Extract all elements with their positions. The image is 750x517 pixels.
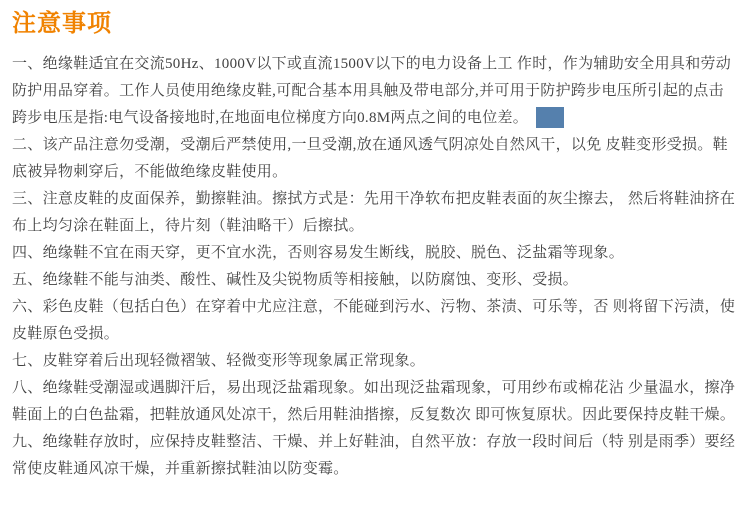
page-title: 注意事项 [12,10,112,37]
notice-item-1 [12,51,738,132]
notice-item-2: 二、该产品注意勿受潮，受潮后严禁使用,一旦受潮,放在通风透气阴凉处自然风干，以免 皮鞋变形受损。鞋底被异物刺穿后，不能做绝缘皮鞋使用。 [12,136,728,180]
notice-list [12,51,738,483]
notice-item-3: 三、注意皮鞋的皮面保养，勤擦鞋油。擦拭方式是：先用干净软布把皮鞋表面的灰尘擦去， 然后将鞋油挤在布上均匀涂在鞋面上，待片刻（鞋油略干）后擦拭。 [12,190,736,234]
notice-item-4: 四、绝缘鞋不宜在雨天穿，更不宜水洗，否则容易发生断线，脱胶、脱色、泛盐霜等现象。 [12,244,625,261]
notice-item-8: 八、绝缘鞋受潮湿或遇脚汗后，易出现泛盐霜现象。如出现泛盐霜现象，可用纱布或棉花沾 少量温水，擦净鞋面上的白色盐霜，把鞋放通风处凉干，然后用鞋油揩擦，反复数次 即可恢复原状。因此要保持皮鞋干燥。 [12,379,736,423]
notice-item-9: 九、绝缘鞋存放时，应保持皮鞋整洁、干燥、并上好鞋油，自然平放：存放一段时间后（特 别是雨季）要经常使皮鞋通风凉干燥，并重新擦拭鞋油以防变霉。 [12,433,736,477]
notice-item-1-text: 一、绝缘鞋适宜在交流50Hz、1000V以下或直流1500V以下的电力设备上工 作时，作为辅助安全用具和劳动防护用品穿着。工作人员使用绝缘皮鞋,可配合基本用具触及带电部分,并可用于防护跨步电压所引起的点击跨步电压是指:电气设备接地时,在地面电位梯度方向0.8M两点之间的电位差。 [12,55,732,126]
highlight-square [536,107,564,128]
notice-item-5: 五、绝缘鞋不能与油类、酸性、碱性及尖锐物质等相接触，以防腐蚀、变形、受损。 [12,271,579,288]
notice-item-7: 七、皮鞋穿着后出现轻微褶皱、轻微变形等现象属正常现象。 [12,352,426,369]
notice-item-6: 六、彩色皮鞋（包括白色）在穿着中尤应注意，不能碰到污水、污物、茶渍、可乐等，否 则将留下污渍，使皮鞋原色受损。 [12,298,736,342]
